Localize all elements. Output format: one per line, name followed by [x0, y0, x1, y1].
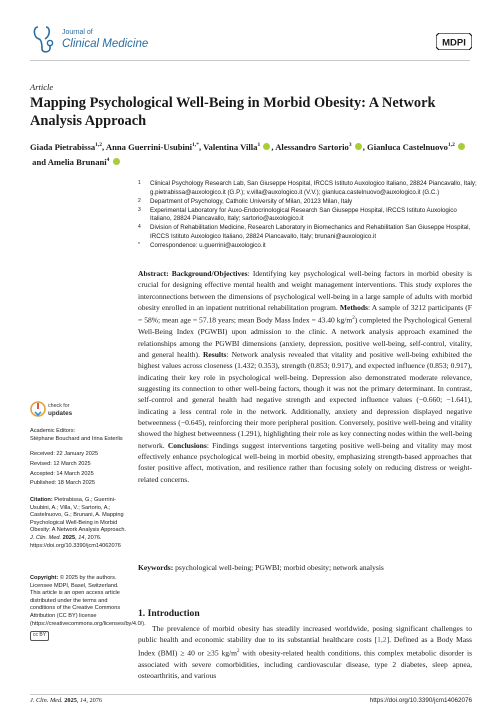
keywords-text: psychological well-being; PGWBI; morbid obesity; network analysis [175, 563, 384, 572]
footer-journal: J. Clin. Med. [30, 697, 63, 704]
affiliation-number: 3 [138, 206, 141, 213]
journal-logo-icon [30, 24, 58, 54]
mdpi-logo-text: MDPI [442, 37, 466, 49]
footer-volume: 14 [80, 697, 87, 704]
author-affiliation-sup: 3 [348, 142, 352, 148]
keywords-label: Keywords: [138, 563, 174, 572]
affiliation-text: Experimental Laboratory for Auxo-Endocrinological Research San Giuseppe Hospital, IRCCS Istituto Auxologico Italiano, 28824 Piancavallo, Italy; sartorio@auxologico.it [150, 206, 457, 223]
citation-link[interactable]: 1,2 [377, 635, 387, 645]
orcid-icon[interactable] [458, 143, 465, 150]
cc-by-license-badge[interactable]: cc BY [30, 631, 49, 641]
copyright-label: Copyright: [30, 575, 59, 581]
academic-editors-names: Stéphane Bouchard and Irina Esterlis [30, 435, 123, 442]
header-divider [30, 60, 470, 61]
intro-text-a: The prevalence of morbid obesity has steadily increased worldwide, posing significant challenges to public health and economic stability due to its substantial healthcare costs [ [138, 624, 472, 645]
author-affiliation-sup: 1,* [192, 142, 199, 148]
journal-of-label: Journal of [62, 29, 93, 36]
orcid-icon[interactable] [355, 143, 362, 150]
affiliation-item [138, 224, 478, 241]
conclusions-text: : Findings suggest interventions targeting positive well-being and vitality may most effectively enhance psychological well-being in morbid obesity, emphasizing strength-based approaches that foster positive affect, motivation, and resilience rather than focusing solely on reducing distress or weight-related concerns. [138, 440, 472, 484]
intro-text-c: with obesity-related health conditions, this complex metabolic disorder is associated with severe comorbidities, including cardiovascular disease, type 2 diabetes, sleep apnea, osteoarthritis, and various [138, 648, 473, 680]
author-name[interactable]: Anna Guerrini-Usubini [105, 141, 193, 152]
author-list [30, 139, 470, 169]
author-separator: , [362, 141, 368, 152]
author-affiliation-sup: 1 [257, 142, 261, 148]
author-name[interactable]: Amelia Brunani [47, 156, 107, 167]
copyright [30, 575, 146, 641]
abstract [138, 268, 472, 485]
background-text: : Identifying key psychological well-being factors in morbid obesity is crucial for designing effective mental health and weight management interventions. This study explores the interconnections between the dimensions of psychological well-being in a large sample of adults with morbid obesity enrolled in an inpatient nutritional rehabilitation program. [138, 269, 472, 313]
intro-text-b: ]. Defined as a Body Mass Index (BMI) ≥ 40 or ≥35 kg/m [138, 635, 472, 658]
intro-sup: 2 [237, 648, 240, 654]
affiliation-number: 4 [138, 224, 141, 231]
copyright-text: © 2025 by the authors. Licensee MDPI, Basel, Switzerland. This article is an open access article distributed under the terms and conditions of the Creative Commons Attribution (CC BY) license (https://creativecommons.org/licenses/by/4.0/). [30, 575, 146, 627]
methods-sup: 2 [352, 316, 355, 322]
orcid-icon[interactable] [263, 143, 270, 150]
author-affiliation-sup: 1,2 [447, 142, 455, 148]
citation-volume: 14 [78, 534, 85, 541]
abstract-label: Abstract: [138, 269, 169, 278]
citation-text-b[interactable]: , 2076. https://doi.org/10.3390/jcm14062076 [30, 534, 121, 549]
journal-name: Clinical Medicine [62, 38, 149, 50]
methods-text-b: ) completed the Psychological General Well-Being Index (PGWBI) upon admission to the clinic. A network analysis approach examined the relationships among the PGWBI dimensions (anxiety, depression, positive well-being, self-control, vitality, and general health). [138, 315, 473, 359]
accepted-date: Accepted: 14 March 2025 [30, 470, 94, 477]
citation-journal: J. Clin. Med. [30, 534, 62, 541]
dates [30, 450, 128, 489]
footer-article: , 2076 [86, 697, 103, 704]
background-label: Background/Objectives [171, 269, 248, 278]
check-for-updates-icon [30, 400, 46, 420]
citation-label: Citation: [30, 497, 53, 503]
author-separator: and [30, 156, 48, 167]
author-name[interactable]: Giada Pietrabissa [30, 141, 96, 152]
footer-divider [30, 694, 470, 695]
article-type: Article [30, 82, 54, 92]
keywords [138, 562, 472, 573]
updates-text: updates [48, 410, 73, 417]
methods-text-a: : A sample of 3212 participants (F = 58%; mean age = 57.18 years; mean Body Mass Index = 43.40 kg/m [138, 303, 472, 325]
author-separator: , [102, 141, 106, 152]
results-label: Results [202, 349, 227, 359]
article-title: Mapping Psychological Well-Being in Morbid Obesity: A Network Analysis Approach [30, 95, 436, 129]
affiliation-number: 2 [138, 197, 141, 204]
affiliation-number: 1 [138, 180, 141, 186]
affiliation-item [138, 242, 478, 251]
conclusions-label: Conclusions [167, 440, 207, 450]
author-affiliation-sup: 1,2 [95, 142, 103, 148]
academic-editors [30, 428, 128, 443]
revised-date: Revised: 12 March 2025 [30, 460, 91, 467]
affiliation-item [138, 198, 478, 207]
citation: Citation: Pietrabissa, G.; Guerrini-Usubini, A.; Villa, V.; Sartorio, A.; Castelnuovo, G.; Brunani, A. Mapping Psychological Well-Being in Morbid Obesity: A Network Analysis Approach. J. Clin. Med. 2025, 14, 2076. https://doi.org/10.3390/jcm14062076 [30, 497, 127, 549]
author-name[interactable]: Valentina Villa [203, 141, 258, 152]
affiliation-item [138, 180, 478, 197]
author-affiliation-sup: 4 [106, 156, 110, 163]
published-date: Published: 18 March 2025 [30, 480, 95, 487]
author-separator: , [198, 141, 204, 152]
affiliation-number: * [138, 241, 140, 248]
received-date: Received: 22 January 2025 [30, 451, 99, 457]
section-heading-introduction: 1. Introduction [138, 608, 200, 619]
check-for-text: check for [48, 403, 70, 409]
affiliation-text: Correspondence: u.guerrini@auxologico.it [150, 241, 266, 249]
affiliations [138, 180, 478, 251]
author-name[interactable]: Alessandro Sartorio [275, 141, 349, 152]
introduction-paragraph [138, 623, 472, 681]
footer-doi-link[interactable]: https://doi.org/10.3390/jcm14062076 [369, 697, 472, 704]
affiliation-item [138, 207, 478, 224]
check-for-updates-label [48, 403, 72, 417]
affiliation-text: Department of Psychology, Catholic University of Milan, 20123 Milan, Italy [150, 197, 353, 205]
affiliation-text: Clinical Psychology Research Lab, San Giuseppe Hospital, IRCCS Istituto Auxologico Italiano, 28824 Piancavallo, Italy; g.pietrabissa@auxologico.it (G.P.); v.villa@auxologico.it (V.V.); gianluca.castelnuovo@auxologico.it (G.C.) [150, 180, 477, 196]
orcid-icon[interactable] [113, 158, 120, 165]
footer-citation: J. Clin. Med. 2025, 14, 2076 [30, 697, 103, 704]
citation-text-a: Pietrabissa, G.; Guerrini-Usubini, A.; Villa, V.; Sartorio, A.; Castelnuovo, G.; Brunani, A. Mapping Psychological Well-Being in Morbid Obesity: A Network Analysis Approach. [30, 497, 127, 534]
affiliation-text: Division of Rehabilitation Medicine, Research Laboratory in Biomechanics and Rehabilitation San Giuseppe Hospital, IRCCS Istituto Auxologico Italiano, 28824 Piancavallo, Italy; brunani@auxologico.it [150, 224, 471, 240]
mdpi-logo-icon[interactable] [436, 33, 472, 50]
results-text: : Network analysis revealed that vitality and positive well-being exhibited the highest values across closeness (1.432; 0.353), strength (0.853; 0.917), and expected influence (0.853; 0.917), indicating their key role in psychological well-being. Depression also demonstrated moderate relevance, suggesting its connection to other well-being factors, though it was not the primary determinant. In contrast, self-control and general health had negative strength and expected influence values (−0.660; −1.641), indicating a less central role in the network. Additionally, anxiety and depression displayed negative betweenness (−0.645), reinforcing their more peripheral position. Conversely, positive well-being and vitality showed the highest betweenness (1.291), highlighting their role as key connecting nodes within the well-being network. [138, 349, 473, 450]
author-separator: , [271, 141, 276, 152]
author-name[interactable]: Gianluca Castelnuovo [367, 141, 448, 152]
footer-year: 2025 [64, 697, 77, 704]
academic-editors-label: Academic Editors: [30, 428, 76, 434]
methods-label: Methods [339, 303, 368, 313]
citation-year: 2025 [62, 534, 76, 541]
